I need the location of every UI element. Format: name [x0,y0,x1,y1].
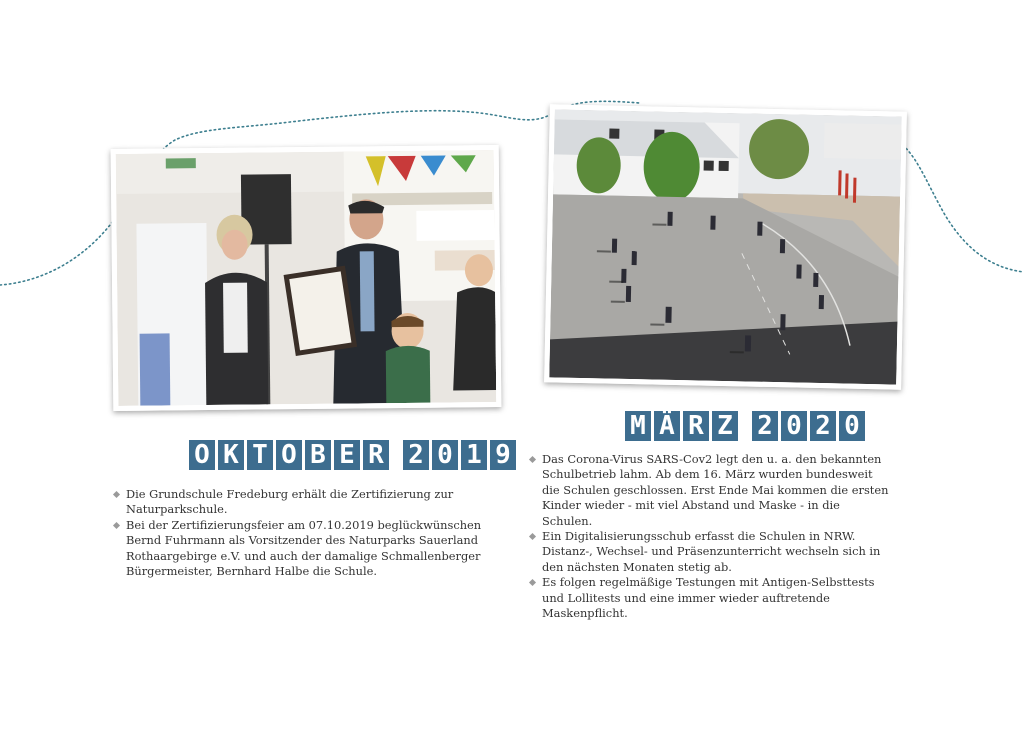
heading-letter: 0 [781,411,807,441]
list-item: Es folgen regelmäßige Testungen mit Antigen-Selbsttests und Lollitests und eine immer wieder auftretende Maskenpflicht. [529,575,889,621]
heading-letter: O [276,440,302,470]
list-item: Das Corona-Virus SARS-Cov2 legt den u. a. den bekannten Schulbetrieb lahm. Ab dem 16. März wurden bundesweit die Schulen geschlossen. Erst Ende Mai kommen die ersten Kinder wieder - mit viel Abstand und Maske - in die Schulen. [529,452,889,529]
list-item: Bei der Zertifizierungsfeier am 07.10.2019 beglückwünschen Bernd Fuhrmann als Vorsitzender des Naturparks Sauerland Rothaargebirge e.V. und auch der damalige Schmallenberger Bürgermeister, Bernhard Halbe die Schule. [113,518,483,580]
heading-letter: R [363,440,389,470]
heading-letter: 9 [490,440,516,470]
heading-letter: R [683,411,709,441]
heading-letter: O [189,440,215,470]
list-item: Ein Digitalisierungsschub erfasst die Schulen in NRW. Distanz-, Wechsel- und Präsenzunterricht wechseln sich in den nächsten Monaten stetig ab. [529,529,889,575]
certificate-ceremony-photo-icon [116,150,497,406]
heading-oktober-2019 [189,440,516,470]
schoolyard-distancing-photo-icon [549,109,902,384]
bullet-list-maerz-2020 [529,452,889,621]
heading-letter: 2 [403,440,429,470]
heading-letter: 0 [839,411,865,441]
bullet-list-oktober-2019 [113,487,483,579]
heading-letter: K [218,440,244,470]
heading-letter: 1 [461,440,487,470]
heading-letter: Z [712,411,738,441]
heading-letter: B [305,440,331,470]
certificate-ceremony-photo [111,145,502,411]
heading-maerz-2020 [625,411,865,441]
heading-letter: Ä [654,411,680,441]
heading-letter: 2 [752,411,778,441]
heading-letter: 2 [810,411,836,441]
list-item: Die Grundschule Fredeburg erhält die Zertifizierung zur Naturparkschule. [113,487,483,518]
schoolyard-distancing-photo [544,104,907,389]
heading-letter: 0 [432,440,458,470]
heading-letter: M [625,411,651,441]
heading-letter: E [334,440,360,470]
heading-letter: T [247,440,273,470]
